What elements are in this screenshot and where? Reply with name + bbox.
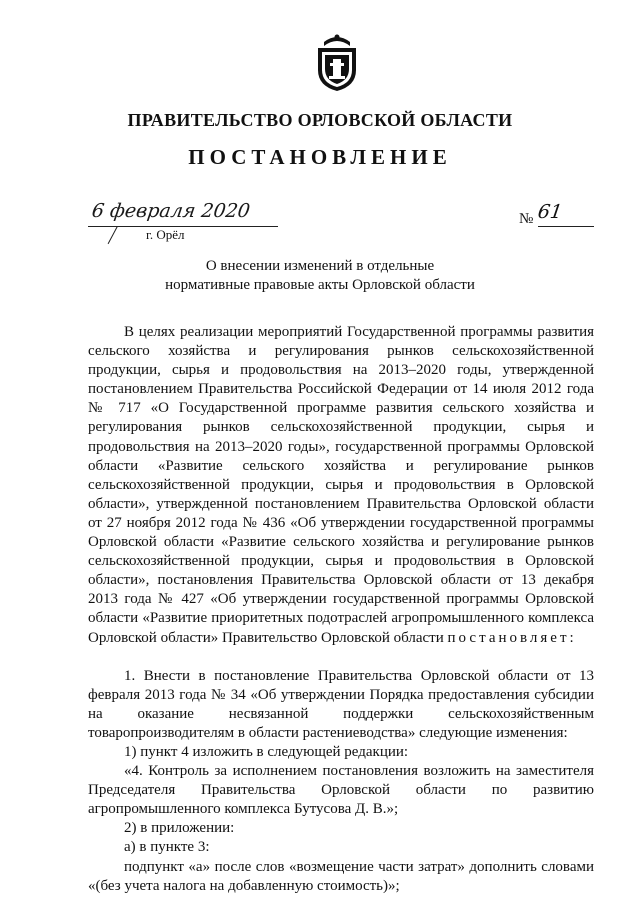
item-1-1: 1) пункт 4 изложить в следующей редакции: bbox=[124, 743, 409, 760]
coat-of-arms-icon bbox=[312, 32, 362, 92]
city-label: г. Орёл bbox=[146, 227, 185, 242]
item-1: 1. Внести в постановление Правительства Орловской области от 13 февраля 2013 года № 34 «Об утверждении Порядка предоставления субсидии на оказание несвязанной поддержки сельскохозяйственным товаропроизводителям в области растениеводства» следующие изменения: bbox=[88, 667, 594, 741]
number-underline bbox=[538, 226, 594, 227]
paragraph-gap bbox=[88, 648, 594, 667]
preamble-keyword: постановляет: bbox=[447, 629, 577, 646]
item-1-1-text: «4. Контроль за исполнением постановления возложить на заместителя Председателя Правительства Орловской области по развитию агропромышленного комплекса Бутусова Д. В.»; bbox=[88, 763, 594, 818]
document-body bbox=[88, 323, 594, 896]
date-slash-mark bbox=[108, 226, 118, 244]
subject-line-2: нормативные правовые акты Орловской области bbox=[165, 277, 475, 293]
handwritten-date: 6 февраля 2020 bbox=[90, 200, 252, 222]
handwritten-number: 61 bbox=[536, 201, 564, 223]
item-1-2-a-text: подпункт «а» после слов «возмещение части затрат» дополнить словами «(без учета налога на добавленную стоимость)»; bbox=[88, 858, 594, 894]
item-1-2-a: а) в пункте 3: bbox=[124, 839, 210, 856]
document-type-title: ПОСТАНОВЛЕНИЕ bbox=[188, 145, 452, 169]
item-1-2: 2) в приложении: bbox=[124, 820, 235, 837]
subject-line-1: О внесении изменений в отдельные bbox=[205, 258, 435, 274]
preamble-text: В целях реализации мероприятий Государственной программы развития сельского хозяйства и регулирования рынков сельскохозяйственной продукции, сырья и продовольствия на 2013–2020 годы, утвержденной постановлением Правительства Российской Федерации от 14 июля 2012 года № 717 «О Государственной программе развития сельского хозяйства и регулирования рынков сельскохозяйственной продукции, сырья и продовольствия на 2013–2020 годы», государственной программы Орловской области «Развитие сельского хозяйства и регулирование рынков сельскохозяйственной продукции, сырья и продовольствия в Орловской области», утвержденной постановлением Правительства Орловской области от 27 ноября 2012 года № 436 «Об утверждении государственной программы Орловской области «Развитие сельского хозяйства и регулирование рынков сельскохозяйственной продукции, сырья и продовольствия в Орловской области», постановления Правительства Орловской области от 13 декабря 2013 года № 427 «Об утверждении государственной программы Орловской области «Развитие приоритетных подотраслей агропромышленного комплекса Орловской области» Правительство Орловской области bbox=[88, 324, 594, 646]
number-label: № bbox=[519, 211, 534, 227]
document-subject bbox=[0, 257, 640, 295]
government-name: ПРАВИТЕЛЬСТВО ОРЛОВСКОЙ ОБЛАСТИ bbox=[127, 110, 513, 130]
preamble-paragraph bbox=[88, 323, 594, 648]
